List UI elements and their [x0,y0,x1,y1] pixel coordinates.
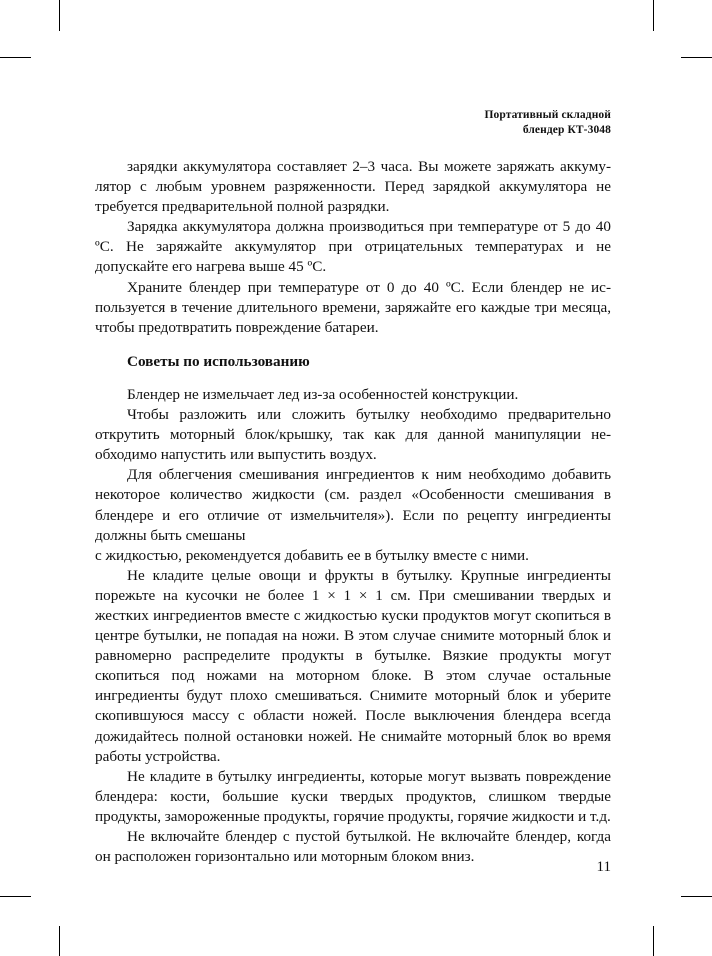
crop-mark-top-left-vertical [59,0,60,31]
paragraph-ice-crushing: Блендер не измельчает лед из-за особенностей конструкции. [127,385,519,403]
paragraph-bottle-folding: Чтобы разложить или сложить бутылку необходимо предварительно открутить моторный блок/крышку, так как для данной манипуляции необходимо напустить или выпустить воздух. [95,406,611,464]
paragraph-empty-bottle-warning: Не включайте блендер с пустой бутылкой. Не включайте блендер, когда он расположен горизонтально или моторным блоком вниз. [95,828,611,866]
running-head-line-1: Портативный складной [484,109,611,121]
paragraph-cutting-ingredients: Не кладите целые овощи и фрукты в бутылку. Крупные ингредиенты порежьте на кусочки не более 1 × 1 × 1 см. При смешивании твердых и жестких ингредиентов вместе с жидкостью куски продуктов могут скопиться в центре бутылки, не попадая на ножи. В этом случае снимите моторный блок и равномерно распределите продукты в бутылке. Вязкие продукты могут скопиться под ножами на моторном блоке. В этом случае остальные ингредиенты будут плохо смешиваться. Снимите моторный блок и уберите скопившуюся массу с области ножей. После выключения блендера всегда дожидайтесь полной остановки ножей. Не снимайте моторный блок во время работы устройства. [95,566,611,765]
crop-mark-bottom-left-horizontal [0,896,31,897]
page-number: 11 [596,859,611,875]
paragraph-forbidden-ingredients: Не кладите в бутылку ингредиенты, которые могут вызвать повреждение блендера: кости, большие куски твердых продуктов, слишком твердые продукты, замороженные продукты, горячие продукты, горячие жидкости и т.д. [95,767,611,825]
crop-mark-top-right-vertical [653,0,654,31]
paragraph-charging-temperature: Зарядка аккумулятора должна производиться при температуре от 5 до 40 ºС. Не заряжайте аккумулятор при отрицательных температурах и не допускайте его нагрева выше 45 ºС. [95,218,611,276]
paragraph-storage-temperature: Храните блендер при температуре от 0 до 40 ºС. Если блендер не используется в течение длительного времени, заряжайте его каждые три месяца, чтобы предотвратить повреждение батареи. [95,278,611,336]
crop-mark-top-right-horizontal [681,57,712,58]
crop-mark-bottom-right-vertical [653,926,654,956]
crop-mark-top-left-horizontal [0,57,31,58]
paragraph-adding-liquid-part-1: Для облегчения смешивания ингредиентов к ним необходимо добавить некоторое количество жидкости (см. раздел «Особенности смешивания в блендере и его отличие от измельчителя»). Если по рецепту ингредиенты должны быть смешаны [95,466,611,544]
section-heading-usage-tips: Советы по использованию [127,352,310,370]
crop-mark-bottom-left-vertical [59,926,60,956]
paragraph-adding-liquid-part-2: с жидкостью, рекомендуется добавить ее в бутылку вместе с ними. [95,546,529,564]
running-head-line-2: блендер КТ-3048 [522,123,611,136]
crop-mark-bottom-right-horizontal [681,896,712,897]
paragraph-continued-from-previous-page: зарядки аккумулятора составляет 2–3 часа. Вы можете заряжать аккумулятор с любым уровнем разряженности. Перед зарядкой аккумулятора не требуется предварительной полной разрядки. [95,158,611,216]
running-head [95,108,611,137]
paragraph-adding-liquid [95,465,611,565]
body-text-block [95,157,611,867]
